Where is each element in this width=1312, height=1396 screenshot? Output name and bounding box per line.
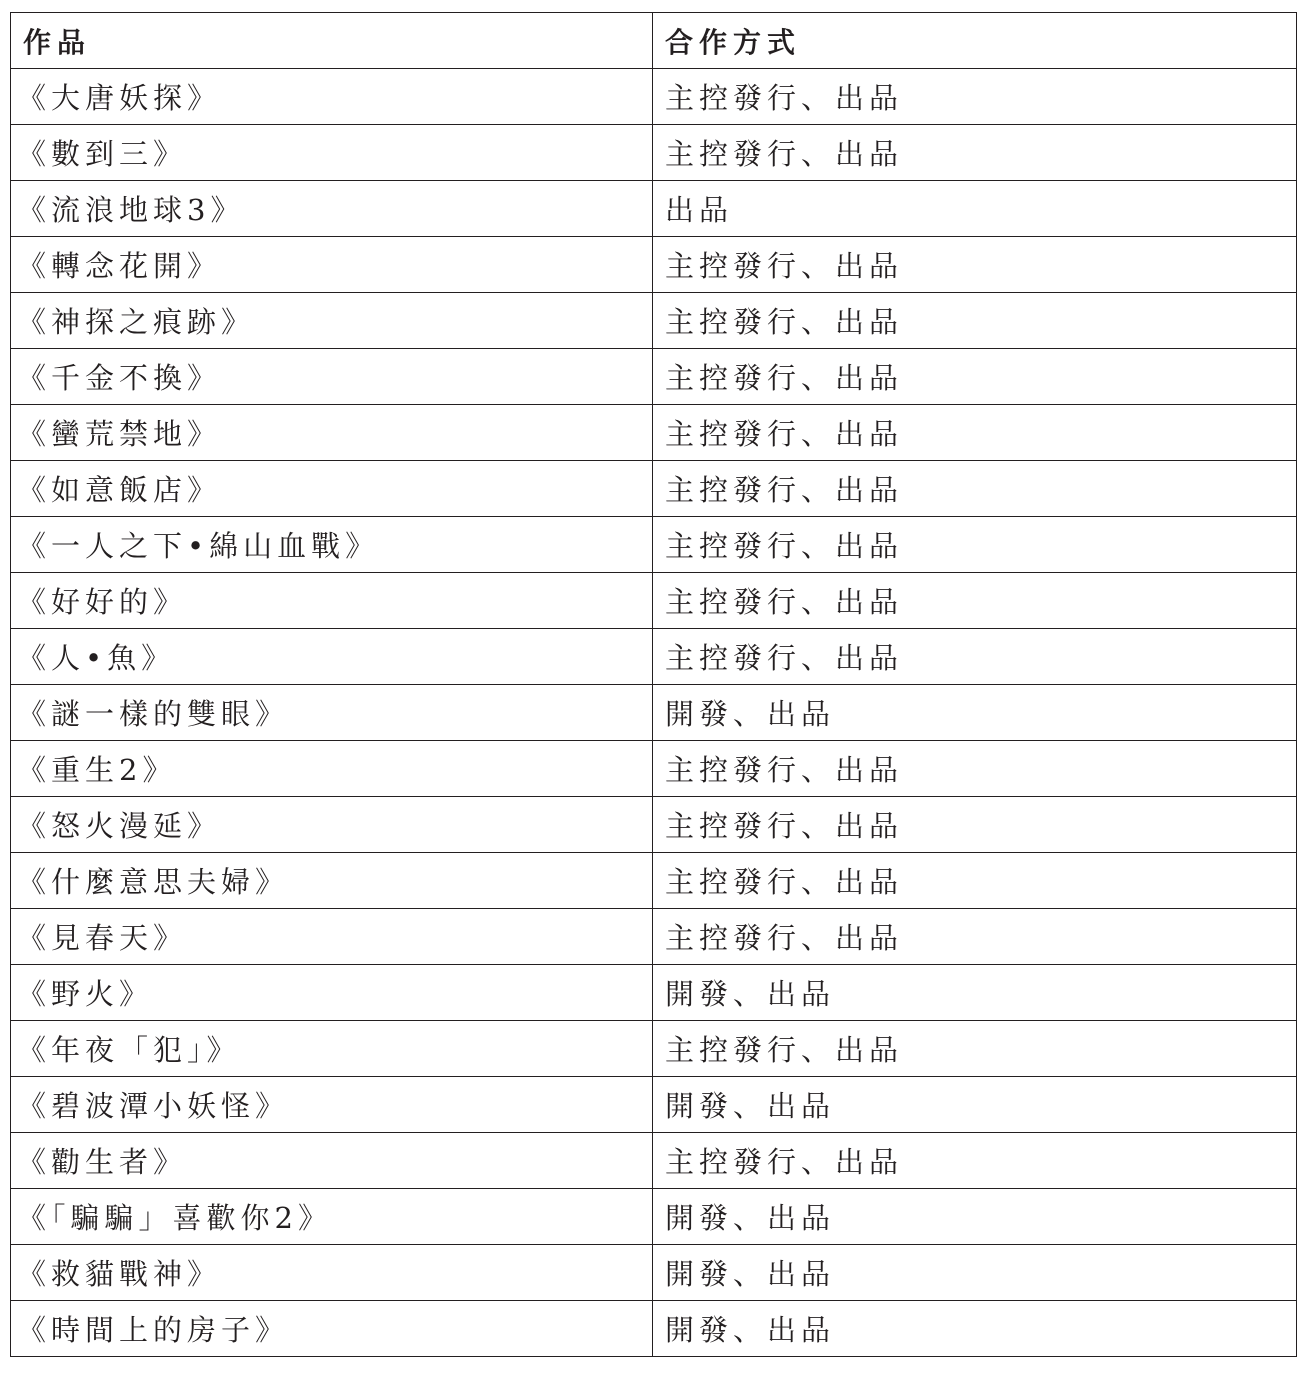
cooperation-mode-cell: 開發、出品 xyxy=(653,1301,1297,1357)
cooperation-mode-cell: 主控發行、出品 xyxy=(653,517,1297,573)
table-body xyxy=(11,69,1297,1357)
work-title-cell: 《見春天》 xyxy=(11,909,653,965)
table-row xyxy=(11,125,1297,181)
cooperation-mode-cell: 主控發行、出品 xyxy=(653,293,1297,349)
table-row xyxy=(11,1245,1297,1301)
table-row xyxy=(11,1301,1297,1357)
work-title-cell: 《數到三》 xyxy=(11,125,653,181)
work-title-cell: 《時間上的房子》 xyxy=(11,1301,653,1357)
table-row xyxy=(11,237,1297,293)
work-title-cell: 《人•魚》 xyxy=(11,629,653,685)
work-title-cell: 《勸生者》 xyxy=(11,1133,653,1189)
table-row xyxy=(11,685,1297,741)
work-title-cell: 《蠻荒禁地》 xyxy=(11,405,653,461)
cooperation-mode-cell: 開發、出品 xyxy=(653,1245,1297,1301)
table-row xyxy=(11,741,1297,797)
cooperation-mode-cell: 主控發行、出品 xyxy=(653,797,1297,853)
works-table xyxy=(10,12,1297,1357)
work-title-cell: 《野火》 xyxy=(11,965,653,1021)
table-row xyxy=(11,965,1297,1021)
work-title-cell: 《一人之下•綿山血戰》 xyxy=(11,517,653,573)
work-title-cell: 《流浪地球3》 xyxy=(11,181,653,237)
table-row xyxy=(11,853,1297,909)
table-row xyxy=(11,1133,1297,1189)
table-row xyxy=(11,1021,1297,1077)
cooperation-mode-cell: 開發、出品 xyxy=(653,1077,1297,1133)
table-row xyxy=(11,1077,1297,1133)
work-title-cell: 《轉念花開》 xyxy=(11,237,653,293)
header-cooperation-mode: 合作方式 xyxy=(653,13,1297,69)
work-title-cell: 《怒火漫延》 xyxy=(11,797,653,853)
work-title-cell: 《如意飯店》 xyxy=(11,461,653,517)
table-row xyxy=(11,405,1297,461)
table-row xyxy=(11,517,1297,573)
cooperation-mode-cell: 主控發行、出品 xyxy=(653,69,1297,125)
work-title-cell: 《好好的》 xyxy=(11,573,653,629)
table-row xyxy=(11,293,1297,349)
cooperation-mode-cell: 主控發行、出品 xyxy=(653,629,1297,685)
work-title-cell: 《救貓戰神》 xyxy=(11,1245,653,1301)
cooperation-mode-cell: 主控發行、出品 xyxy=(653,853,1297,909)
work-title-cell: 《千金不換》 xyxy=(11,349,653,405)
work-title-cell: 《謎一樣的雙眼》 xyxy=(11,685,653,741)
work-title-cell: 《大唐妖探》 xyxy=(11,69,653,125)
table-row xyxy=(11,629,1297,685)
work-title-cell: 《年夜「犯」》 xyxy=(11,1021,653,1077)
cooperation-mode-cell: 主控發行、出品 xyxy=(653,461,1297,517)
cooperation-mode-cell: 主控發行、出品 xyxy=(653,909,1297,965)
table-row xyxy=(11,181,1297,237)
cooperation-mode-cell: 主控發行、出品 xyxy=(653,237,1297,293)
cooperation-mode-cell: 主控發行、出品 xyxy=(653,741,1297,797)
work-title-cell: 《「騙騙」喜歡你2》 xyxy=(11,1189,653,1245)
cooperation-mode-cell: 主控發行、出品 xyxy=(653,125,1297,181)
table-row xyxy=(11,573,1297,629)
table-row xyxy=(11,1189,1297,1245)
work-title-cell: 《重生2》 xyxy=(11,741,653,797)
cooperation-mode-cell: 主控發行、出品 xyxy=(653,405,1297,461)
table-row xyxy=(11,797,1297,853)
cooperation-mode-cell: 主控發行、出品 xyxy=(653,1133,1297,1189)
header-work: 作品 xyxy=(11,13,653,69)
cooperation-mode-cell: 主控發行、出品 xyxy=(653,349,1297,405)
cooperation-mode-cell: 開發、出品 xyxy=(653,965,1297,1021)
cooperation-mode-cell: 主控發行、出品 xyxy=(653,573,1297,629)
work-title-cell: 《神探之痕跡》 xyxy=(11,293,653,349)
cooperation-mode-cell: 主控發行、出品 xyxy=(653,1021,1297,1077)
work-title-cell: 《碧波潭小妖怪》 xyxy=(11,1077,653,1133)
table-row xyxy=(11,349,1297,405)
table-header-row xyxy=(11,13,1297,69)
cooperation-mode-cell: 出品 xyxy=(653,181,1297,237)
work-title-cell: 《什麼意思夫婦》 xyxy=(11,853,653,909)
table-row xyxy=(11,461,1297,517)
table-row xyxy=(11,69,1297,125)
cooperation-mode-cell: 開發、出品 xyxy=(653,1189,1297,1245)
cooperation-mode-cell: 開發、出品 xyxy=(653,685,1297,741)
table-row xyxy=(11,909,1297,965)
